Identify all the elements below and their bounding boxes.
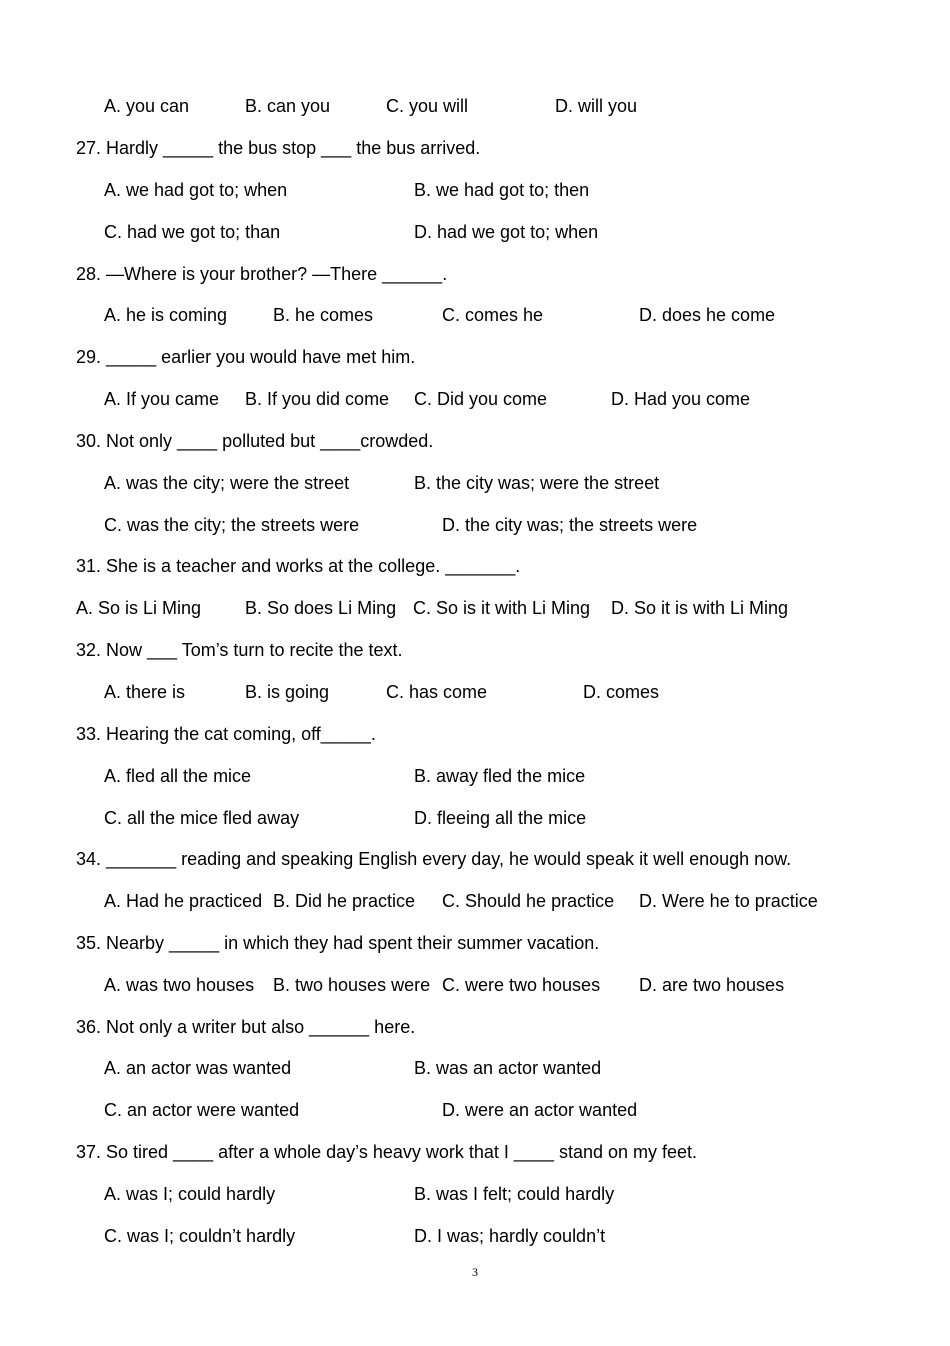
option-c: C. Should he practice	[442, 891, 615, 911]
option-a: A. you can	[104, 96, 190, 116]
question-30-options-row-2	[0, 512, 950, 538]
question-27-stem	[0, 135, 950, 161]
option-a: A. there is	[104, 682, 186, 702]
question-33-options-row-2	[0, 805, 950, 831]
question-27-options-row-2	[0, 219, 950, 245]
option-b: B. can you	[245, 96, 331, 116]
option-c: C. was I; couldn’t hardly	[104, 1226, 296, 1246]
option-a: A. was the city; were the street	[104, 473, 350, 493]
option-a: A. an actor was wanted	[104, 1058, 292, 1078]
question-35-stem	[0, 930, 950, 956]
option-d: D. I was; hardly couldn’t	[414, 1226, 606, 1246]
option-d: D. were an actor wanted	[442, 1100, 638, 1120]
question-text: 33. Hearing the cat coming, off_____.	[76, 724, 376, 744]
option-a: A. fled all the mice	[104, 766, 252, 786]
option-b: B. he comes	[273, 305, 374, 325]
option-b: B. two houses were	[273, 975, 431, 995]
question-30-options-row-1	[0, 470, 950, 496]
question-27-options-row-1	[0, 177, 950, 203]
question-text: 32. Now ___ Tom’s turn to recite the text.	[76, 640, 403, 660]
option-d: D. are two houses	[639, 975, 785, 995]
option-a: A. was I; could hardly	[104, 1184, 276, 1204]
question-34-options	[0, 888, 950, 914]
question-37-options-row-2	[0, 1223, 950, 1249]
option-a: A. If you came	[104, 389, 220, 409]
question-text: 28. —Where is your brother? —There ______.	[76, 264, 448, 284]
option-c: C. were two houses	[442, 975, 601, 995]
option-c: C. comes he	[442, 305, 544, 325]
question-text: 36. Not only a writer but also ______ here.	[76, 1017, 416, 1037]
question-36-stem	[0, 1014, 950, 1040]
option-b: B. was I felt; could hardly	[414, 1184, 615, 1204]
question-36-options-row-1	[0, 1055, 950, 1081]
option-d: D. Were he to practice	[639, 891, 818, 911]
question-text: 29. _____ earlier you would have met him.	[76, 347, 416, 367]
question-31-options	[0, 595, 950, 621]
question-29-stem	[0, 344, 950, 370]
question-32-options	[0, 679, 950, 705]
option-a: A. Had he practiced	[104, 891, 263, 911]
question-text: 34. _______ reading and speaking English every day, he would speak it well enough now.	[76, 849, 792, 869]
option-c: C. had we got to; than	[104, 222, 281, 242]
question-33-stem	[0, 721, 950, 747]
question-34-stem	[0, 846, 950, 872]
page-number: 3	[472, 1265, 478, 1279]
option-d: D. the city was; the streets were	[442, 515, 698, 535]
question-26-options	[0, 93, 950, 119]
question-29-options	[0, 386, 950, 412]
option-b: B. Did he practice	[273, 891, 416, 911]
option-c: C. all the mice fled away	[104, 808, 300, 828]
option-b: B. we had got to; then	[414, 180, 590, 200]
option-b: B. is going	[245, 682, 330, 702]
option-a: A. So is Li Ming	[76, 598, 202, 618]
question-text: 30. Not only ____ polluted but ____crowded.	[76, 431, 434, 451]
question-text: 35. Nearby _____ in which they had spent their summer vacation.	[76, 933, 600, 953]
option-a: A. was two houses	[104, 975, 255, 995]
option-d: D. Had you come	[611, 389, 751, 409]
question-37-stem	[0, 1139, 950, 1165]
question-30-stem	[0, 428, 950, 454]
option-b: B. was an actor wanted	[414, 1058, 602, 1078]
question-35-options	[0, 972, 950, 998]
question-text: 31. She is a teacher and works at the college. _______.	[76, 556, 521, 576]
question-36-options-row-2	[0, 1097, 950, 1123]
question-28-stem	[0, 261, 950, 287]
question-32-stem	[0, 637, 950, 663]
question-28-options	[0, 302, 950, 328]
option-c: C. was the city; the streets were	[104, 515, 360, 535]
option-d: D. So it is with Li Ming	[611, 598, 789, 618]
option-d: D. had we got to; when	[414, 222, 599, 242]
option-d: D. will you	[555, 96, 638, 116]
option-d: D. comes	[583, 682, 660, 702]
option-c: C. an actor were wanted	[104, 1100, 300, 1120]
option-b: B. So does Li Ming	[245, 598, 397, 618]
option-c: C. has come	[386, 682, 488, 702]
option-a: A. he is coming	[104, 305, 228, 325]
option-b: B. away fled the mice	[414, 766, 586, 786]
option-b: B. If you did come	[245, 389, 390, 409]
option-d: D. fleeing all the mice	[414, 808, 587, 828]
question-text: 37. So tired ____ after a whole day’s heavy work that I ____ stand on my feet.	[76, 1142, 698, 1162]
option-c: C. So is it with Li Ming	[413, 598, 591, 618]
option-c: C. Did you come	[414, 389, 548, 409]
option-d: D. does he come	[639, 305, 776, 325]
question-31-stem	[0, 553, 950, 579]
question-37-options-row-1	[0, 1181, 950, 1207]
option-c: C. you will	[386, 96, 469, 116]
question-33-options-row-1	[0, 763, 950, 789]
option-b: B. the city was; were the street	[414, 473, 660, 493]
option-a: A. we had got to; when	[104, 180, 288, 200]
question-text: 27. Hardly _____ the bus stop ___ the bus arrived.	[76, 138, 481, 158]
